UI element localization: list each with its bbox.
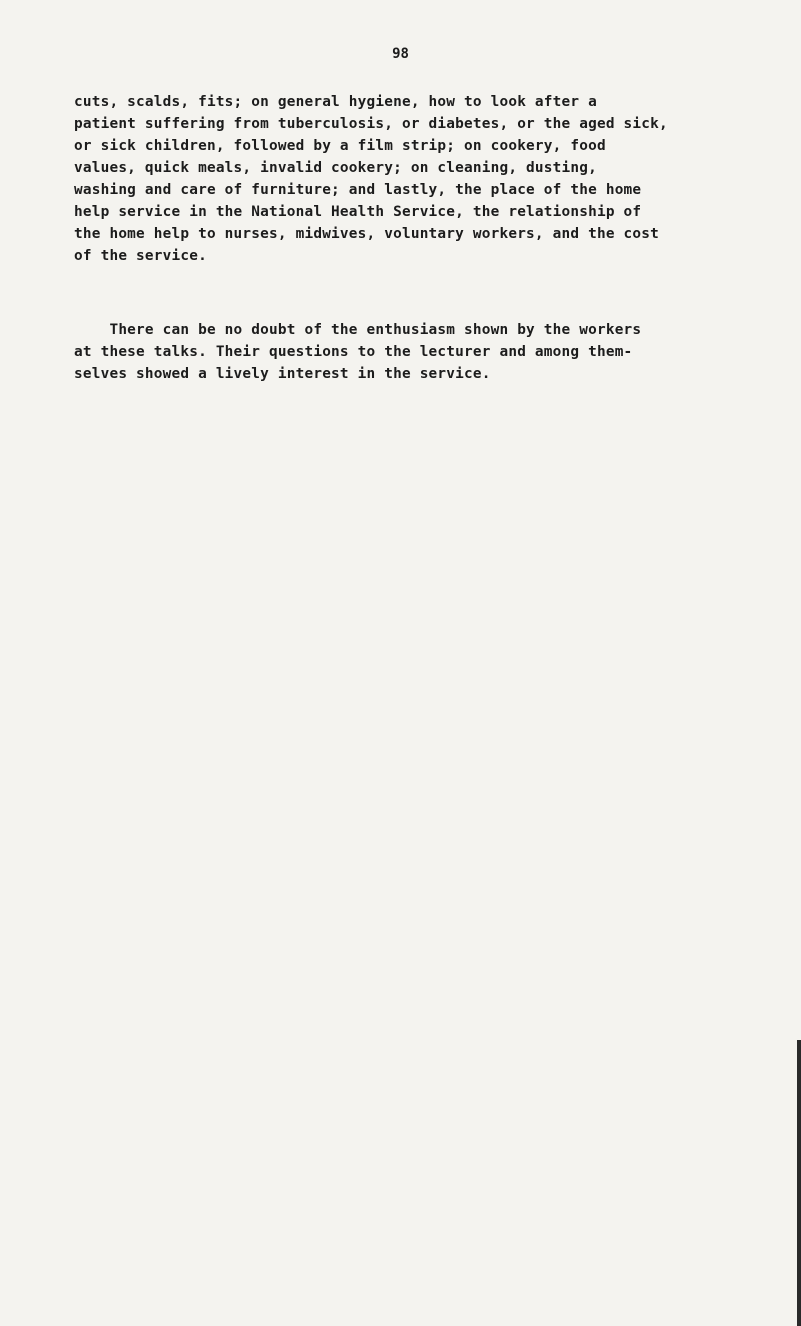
text-line: the home help to nurses, midwives, voluntary workers, and the cost	[74, 226, 660, 242]
text-line: values, quick meals, invalid cookery; on cleaning, dusting,	[74, 160, 597, 176]
paragraph-enthusiasm	[74, 319, 746, 385]
text-line: of the service.	[74, 248, 207, 264]
paragraph-home-help-training	[74, 91, 746, 267]
text-line: or sick children, followed by a film strip; on cookery, food	[74, 138, 606, 154]
text-line: There can be no doubt of the enthusiasm shown by the workers	[74, 322, 642, 338]
text-line: at these talks. Their questions to the lecturer and among them-	[74, 344, 633, 360]
page-edge-shadow	[797, 1040, 801, 1326]
text-line: selves showed a lively interest in the service.	[74, 366, 491, 382]
text-line: cuts, scalds, fits; on general hygiene, how to look after a	[74, 94, 597, 110]
text-line: patient suffering from tuberculosis, or diabetes, or the aged sick,	[74, 116, 668, 132]
page-number: 98	[392, 46, 409, 62]
text-line: help service in the National Health Service, the relationship of	[74, 204, 642, 220]
text-line: washing and care of furniture; and lastly, the place of the home	[74, 182, 642, 198]
